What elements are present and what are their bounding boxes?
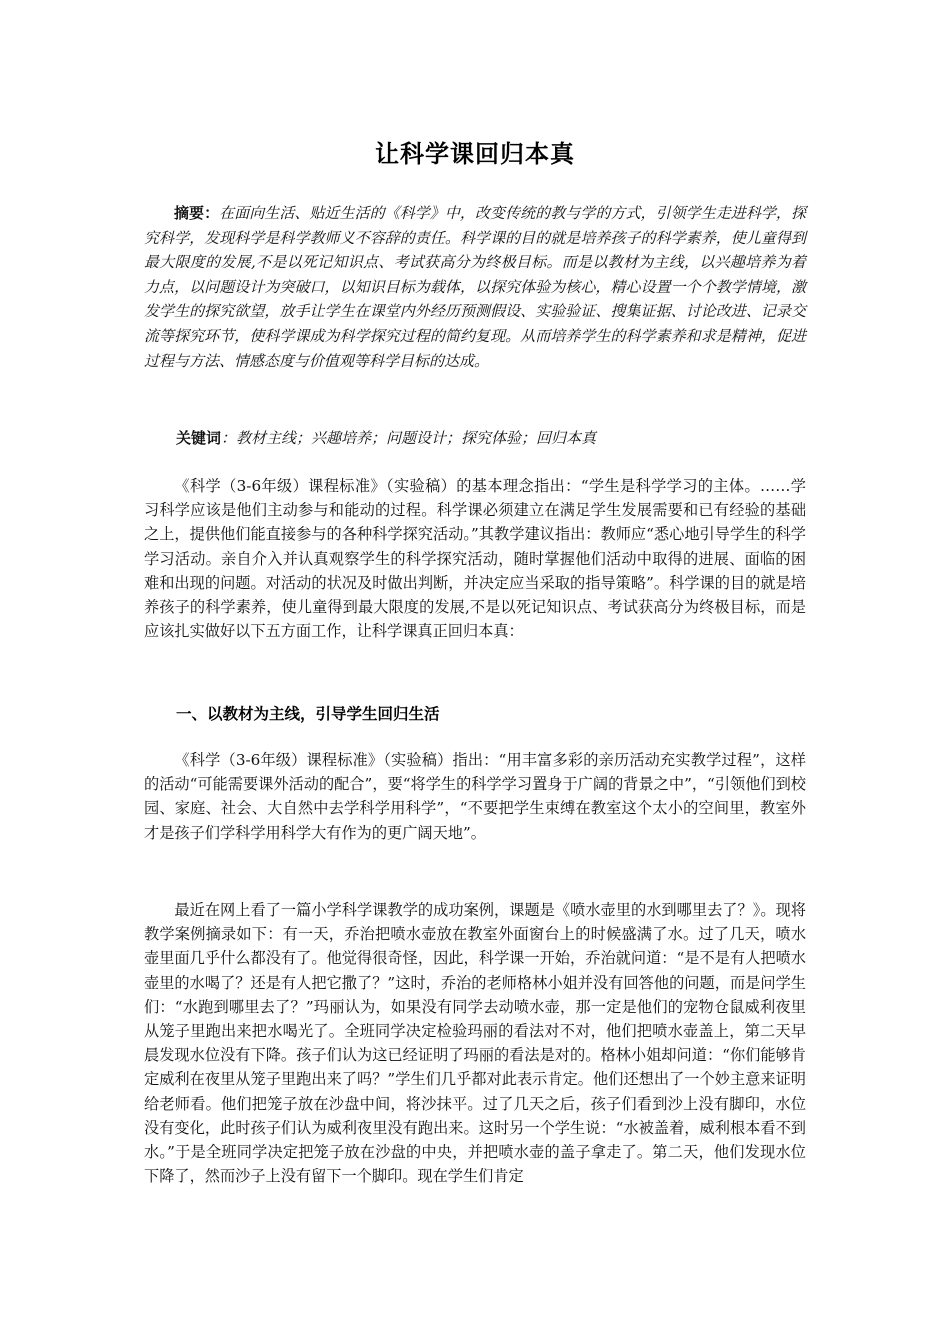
body-paragraph-2: 《科学（3-6年级）课程标准》（实验稿）指出：“用丰富多彩的亲历活动充实教学过程”，这样的活动“可能需要课外活动的配合”，要“将学生的科学学习置身于广阔的背景之中”，“引领他们到校园、家庭、社会、大自然中去学科学用科学”，“不要把学生束缚在教室这个太小的空间里，教室外才是孩子们学科学用科学大有作为的更广阔天地”。	[144, 751, 806, 842]
abstract-label: 摘要：	[174, 204, 220, 222]
section-heading-1: 一、以教材为主线，引导学生回归生活	[176, 705, 440, 723]
keywords-text: ：教材主线；兴趣培养；问题设计；探究体验；回归本真	[221, 429, 597, 447]
document-title: 让科学课回归本真	[375, 140, 575, 168]
abstract-text: 在面向生活、贴近生活的《科学》中，改变传统的教与学的方式，引领学生走进科学，探究科学，发现科学是科学教师义不容辞的责任。科学课的目的就是培养孩子的科学素养，使儿童得到最大限度的发展,不是以死记知识点、考试获高分为终极目标。而是以教材为主线，以兴趣培养为着力点，以问题设计为突破口，以知识目标为载体，以探究体验为核心，精心设置一个个教学情境，激发学生的探究欲望，放手让学生在课堂内外经历预测假设、实验验证、搜集证据、讨论改进、记录交流等探究环节，使科学课成为科学探究过程的简约复现。从而培养学生的科学素养和求是精神，促进过程与方法、情感态度与价值观等科学目标的达成。	[144, 204, 806, 370]
body-paragraph-3: 最近在网上看了一篇小学科学课教学的成功案例，课题是《喷水壶里的水到哪里去了？》。现将教学案例摘录如下：有一天，乔治把喷水壶放在教室外面窗台上的时候盛满了水。过了几天，喷水壶里面几乎什么都没有了。他觉得很奇怪，因此，科学课一开始，乔治就问道：“是不是有人把喷水壶里的水喝了？还是有人把它撒了？”这时，乔治的老师格林小姐并没有回答他的问题，而是问学生们：“水跑到哪里去了？”玛丽认为，如果没有同学去动喷水壶，那一定是他们的宠物仓鼠威利夜里从笼子里跑出来把水喝光了。全班同学决定检验玛丽的看法对不对，他们把喷水壶盖上，第二天早晨发现水位没有下降。孩子们认为这已经证明了玛丽的看法是对的。格林小姐却问道：“你们能够肯定威利在夜里从笼子里跑出来了吗？”学生们几乎都对此表示肯定。他们还想出了一个妙主意来证明给老师看。他们把笼子放在沙盘中间，将沙抹平。过了几天之后，孩子们看到沙上没有脚印，水位没有变化，此时孩子们认为威利夜里没有跑出来。这时另一个学生说：“水被盖着，威利根本看不到水。”于是全班同学决定把笼子放在沙盘的中央，并把喷水壶的盖子拿走了。第二天，他们发现水位下降了，然而沙子上没有留下一个脚印。现在学生们肯定	[144, 901, 806, 1186]
keywords-label: 关键词	[176, 429, 222, 447]
body-paragraph-1: 《科学（3-6年级）课程标准》（实验稿）的基本理念指出：“学生是科学学习的主体。……学习科学应该是他们主动参与和能动的过程。科学课必须建立在满足学生发展需要和已有经验的基础之上，提供他们能直接参与的各种科学探究活动。”其教学建议指出：教师应“悉心地引导学生的科学学习活动。亲自介入并认真观察学生的科学探究活动，随时掌握他们活动中取得的进展、面临的困难和出现的问题。对活动的状况及时做出判断，并决定应当采取的指导策略”。科学课的目的就是培养孩子的科学素养，使儿童得到最大限度的发展,不是以死记知识点、考试获高分为终极目标，而是应该扎实做好以下五方面工作，让科学课真正回归本真：	[144, 477, 806, 641]
keywords-line	[176, 426, 816, 450]
abstract-paragraph	[144, 201, 806, 373]
